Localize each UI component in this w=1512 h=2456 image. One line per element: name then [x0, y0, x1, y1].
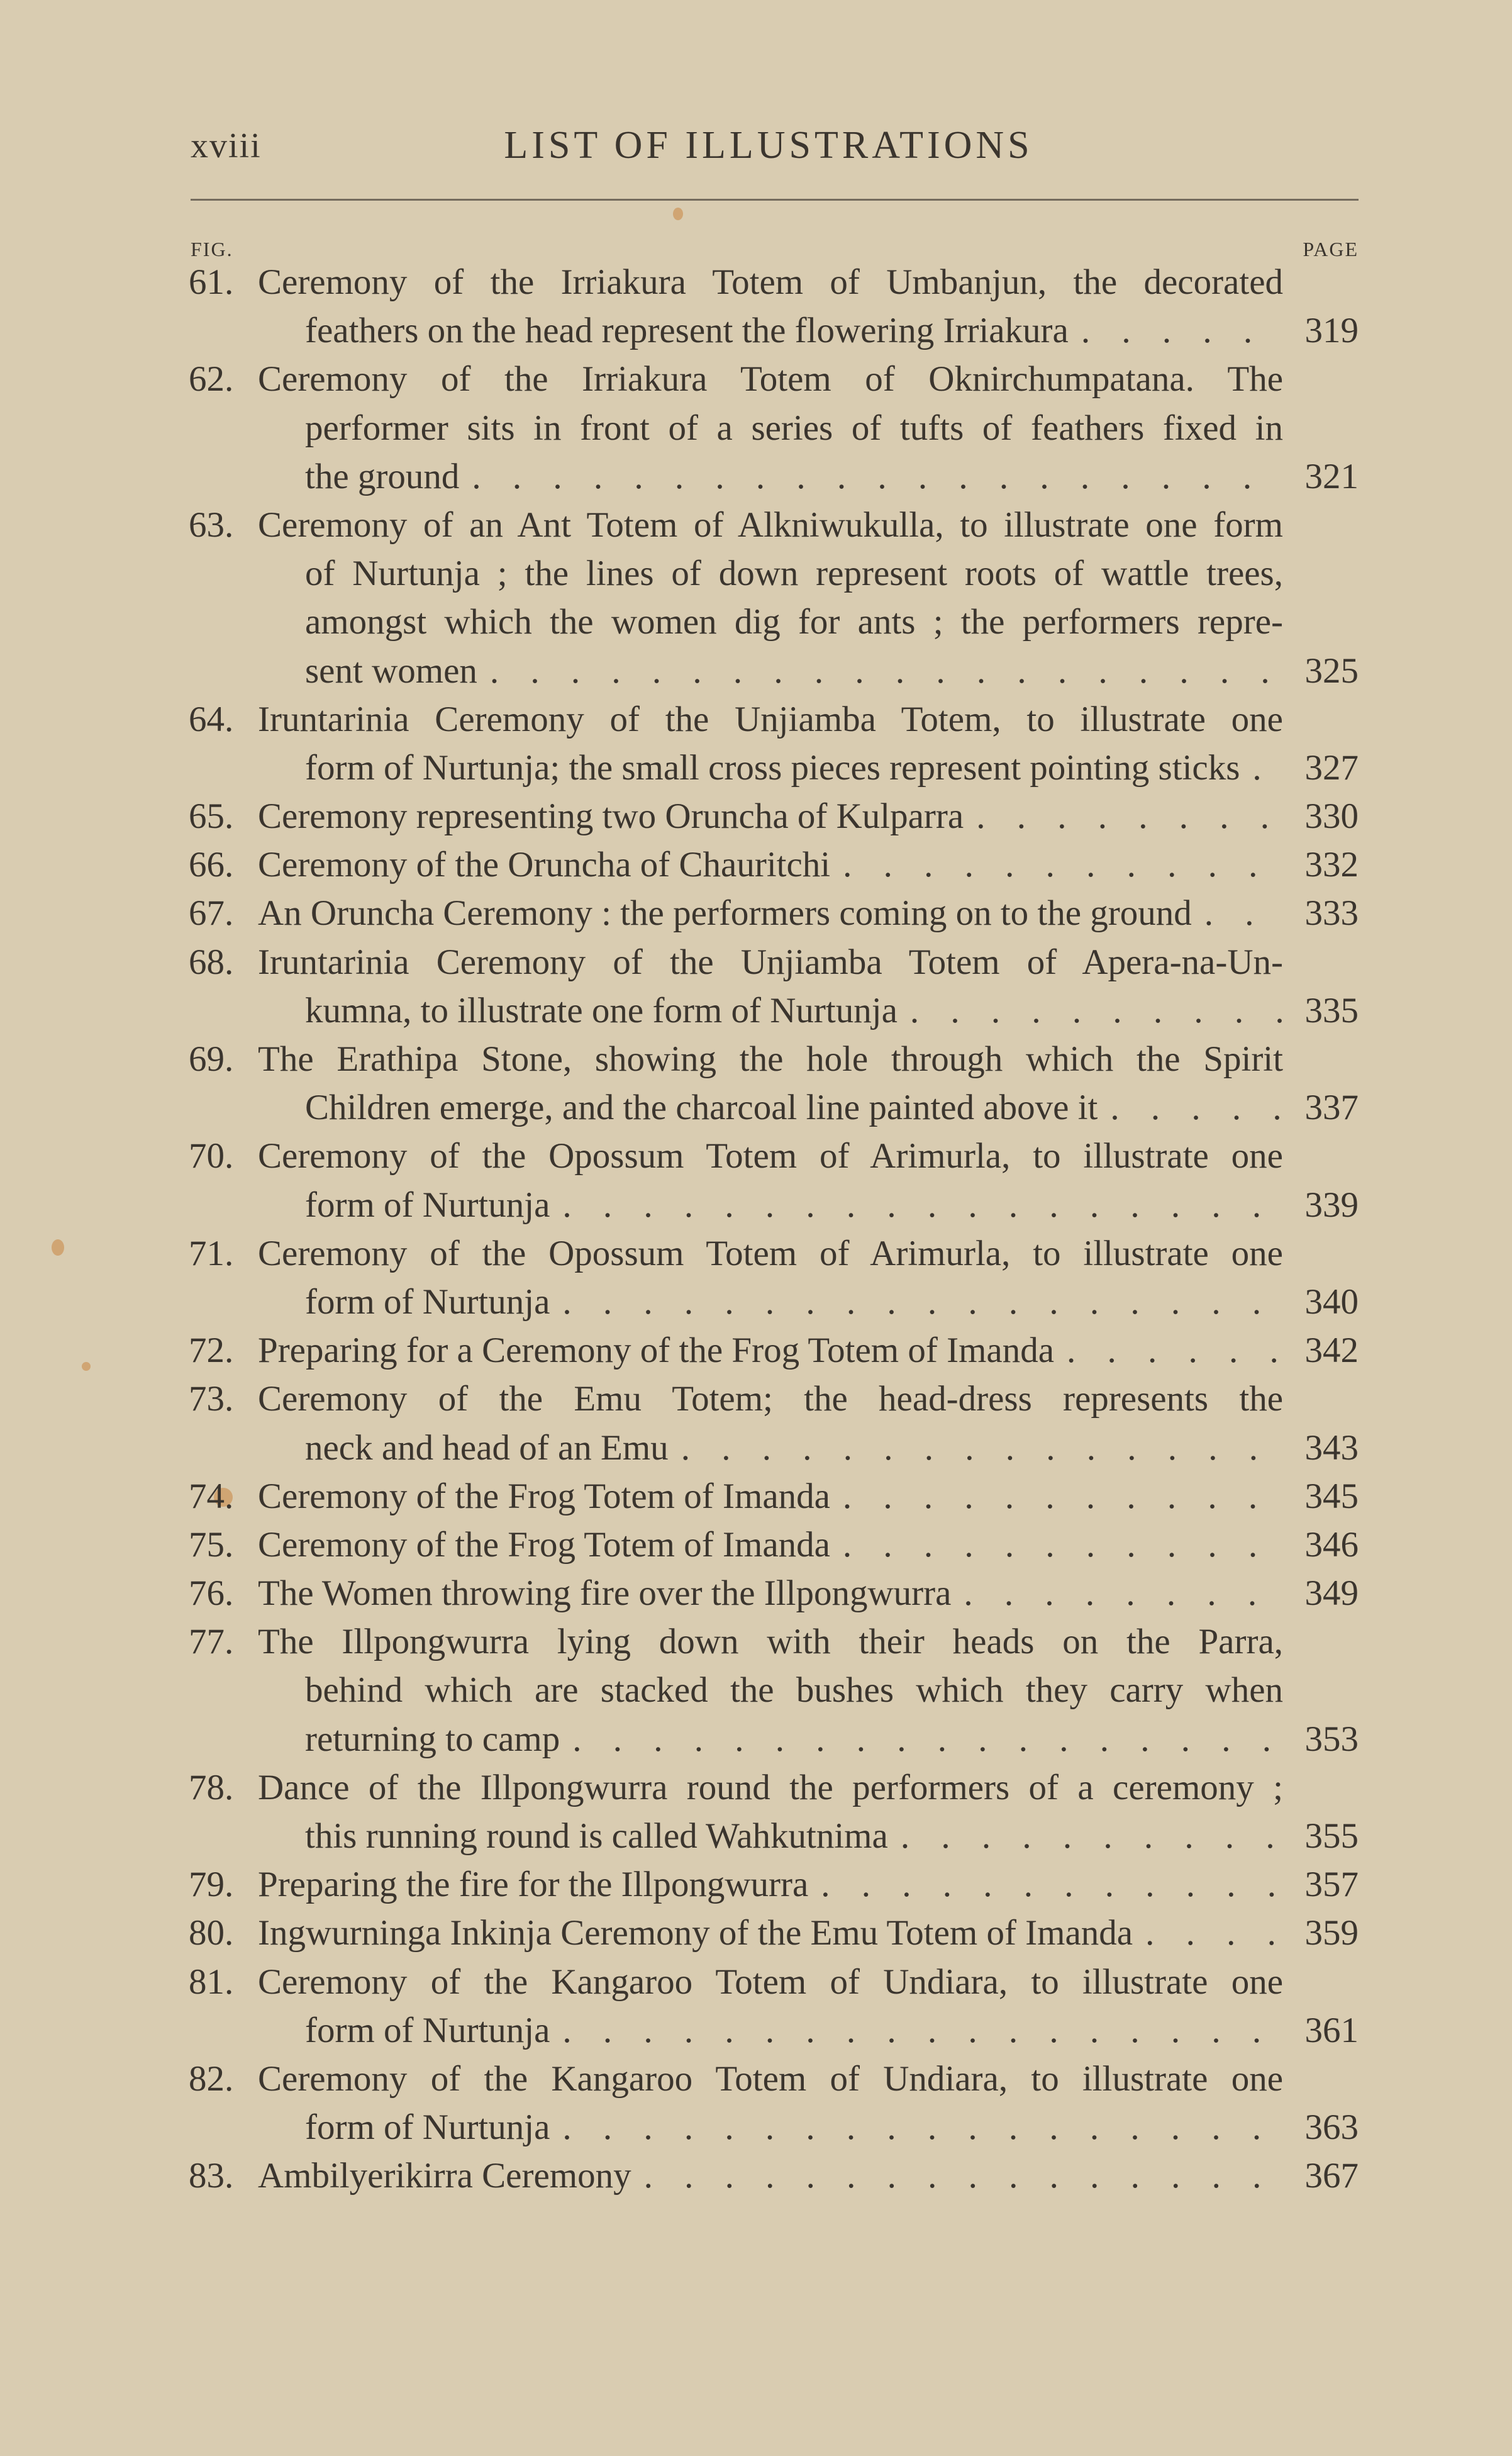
- list-item-continuation: [189, 744, 1359, 792]
- caption-line: [305, 1278, 1283, 1326]
- figure-number: 74.: [189, 1476, 234, 1516]
- caption-text: form of Nurtunja: [305, 2107, 550, 2148]
- list-item: [189, 1472, 1359, 1521]
- figure-number: 76.: [189, 1573, 234, 1614]
- caption-text: Preparing for a Ceremony of the Frog Totem of Imanda: [258, 1331, 1055, 1371]
- dot-leader: [898, 986, 1283, 1035]
- caption-text: The Women throwing fire over the Illpongwurra: [258, 1573, 952, 1614]
- list-item-continuation: [189, 549, 1359, 598]
- fig-column-label: FIG.: [191, 238, 233, 260]
- dot-leader: [550, 2006, 1283, 2055]
- list-item-continuation: [189, 1278, 1359, 1326]
- dot-leader: [550, 2103, 1283, 2152]
- dot-leader: [951, 1569, 1283, 1617]
- dot-leader: [808, 1860, 1283, 1909]
- dot-leader: [830, 840, 1283, 889]
- figure-number: 83.: [189, 2156, 234, 2196]
- page-number: 357: [1304, 1865, 1359, 1905]
- figure-number: 61.: [189, 262, 234, 302]
- caption-line: [258, 1521, 1283, 1569]
- page-number: 346: [1304, 1524, 1359, 1565]
- page-number: 355: [1304, 1816, 1359, 1856]
- dot-leader: [550, 1278, 1283, 1326]
- page-number: 343: [1304, 1427, 1359, 1468]
- caption-line: [305, 986, 1283, 1035]
- page-number: 332: [1304, 845, 1359, 885]
- page-number: 340: [1304, 1281, 1359, 1322]
- header-rule: [191, 199, 1359, 201]
- list-item-continuation: [189, 1715, 1359, 1763]
- list-item: [189, 1375, 1359, 1423]
- page-number: 319: [1304, 311, 1359, 351]
- caption-text: sent women: [305, 650, 477, 691]
- figure-number: 65.: [189, 796, 234, 837]
- page-number: 353: [1304, 1719, 1359, 1759]
- dot-leader: [1192, 889, 1283, 937]
- caption-text: performer sits in front of a series of tufts of feathers fixed in: [305, 408, 1283, 448]
- page-column-label: PAGE: [1303, 238, 1359, 260]
- page-number: 361: [1304, 2010, 1359, 2050]
- caption-text: returning to camp: [305, 1719, 560, 1759]
- caption-text: form of Nurtunja: [305, 1185, 550, 1225]
- list-item: [189, 1229, 1359, 1278]
- caption-text: Ceremony of the Kangaroo Totem of Undiara, to illustrate one: [258, 1962, 1283, 2002]
- list-item: [189, 695, 1359, 744]
- page-number: 345: [1304, 1476, 1359, 1516]
- page-number: 349: [1304, 1573, 1359, 1614]
- figure-number: 68.: [189, 942, 234, 982]
- figure-number: 67.: [189, 893, 234, 934]
- figure-number: 63.: [189, 505, 234, 545]
- caption-line: [258, 1569, 1283, 1617]
- dot-leader: [1098, 1083, 1283, 1132]
- caption-text: feathers on the head represent the flowering Irriakura: [305, 311, 1069, 351]
- dot-leader: [830, 1521, 1283, 1569]
- list-item: [189, 1763, 1359, 1812]
- dot-leader: [669, 1424, 1283, 1472]
- list-item: [189, 1035, 1359, 1083]
- dot-leader: [1054, 1326, 1283, 1375]
- page-number: 337: [1304, 1088, 1359, 1128]
- caption-text: Ceremony of an Ant Totem of Alkniwukulla, to illustrate one form: [258, 505, 1283, 545]
- caption-text: Ceremony of the Kangaroo Totem of Undiara, to illustrate one: [258, 2058, 1283, 2099]
- list-item: [189, 1326, 1359, 1375]
- page-number: 335: [1304, 990, 1359, 1030]
- figure-number: 64.: [189, 699, 234, 739]
- page-number: 367: [1304, 2156, 1359, 2196]
- figure-number: 66.: [189, 845, 234, 885]
- page-title: LIST OF ILLUSTRATIONS: [504, 124, 1033, 167]
- list-item: [189, 258, 1359, 306]
- caption-line: [305, 1812, 1283, 1860]
- list-item-continuation: [189, 2006, 1359, 2055]
- page-number: 321: [1304, 456, 1359, 496]
- caption-text: form of Nurtunja; the small cross pieces represent pointing sticks: [305, 747, 1240, 788]
- caption-text: behind which are stacked the bushes which they carry when: [305, 1670, 1283, 1711]
- figure-number: 69.: [189, 1039, 234, 1079]
- caption-text: The Illpongwurra lying down with their heads on the Parra,: [258, 1622, 1283, 1662]
- page-number: 342: [1304, 1331, 1359, 1371]
- caption-text: The Erathipa Stone, showing the hole through which the Spirit: [258, 1039, 1283, 1079]
- caption-line: [305, 306, 1283, 355]
- figure-number: 81.: [189, 1962, 234, 2002]
- foxing-spot: [82, 1362, 91, 1371]
- list-item: [189, 1132, 1359, 1180]
- dot-leader: [631, 2152, 1283, 2200]
- list-item: [189, 889, 1359, 937]
- caption-text: form of Nurtunja: [305, 2010, 550, 2050]
- list-item-continuation: [189, 986, 1359, 1035]
- figure-number: 71.: [189, 1233, 234, 1273]
- caption-line: [258, 2152, 1283, 2200]
- caption-line: [305, 2006, 1283, 2055]
- dot-leader: [459, 452, 1283, 501]
- list-item: [189, 840, 1359, 889]
- caption-text: Ceremony of the Frog Totem of Imanda: [258, 1524, 830, 1565]
- figure-number: 75.: [189, 1524, 234, 1565]
- caption-text: this running round is called Wahkutnima: [305, 1816, 888, 1856]
- figure-number: 77.: [189, 1622, 234, 1662]
- page-number: 325: [1304, 650, 1359, 691]
- list-item-continuation: [189, 306, 1359, 355]
- list-item-continuation: [189, 2103, 1359, 2152]
- caption-line: [258, 1860, 1283, 1909]
- caption-text: neck and head of an Emu: [305, 1427, 669, 1468]
- page-number: 363: [1304, 2107, 1359, 2148]
- caption-text: amongst which the women dig for ants ; the performers repre-: [305, 602, 1283, 642]
- page-number: 327: [1304, 747, 1359, 788]
- illustrations-list: [189, 258, 1359, 2201]
- caption-text: Ceremony representing two Oruncha of Kulparra: [258, 796, 964, 837]
- list-item: [189, 938, 1359, 986]
- page-number: 359: [1304, 1913, 1359, 1953]
- caption-line: [305, 2103, 1283, 2152]
- list-item-continuation: [189, 1181, 1359, 1229]
- dot-leader: [1240, 744, 1283, 792]
- caption-line: [305, 1181, 1283, 1229]
- dot-leader: [477, 647, 1283, 695]
- list-item-continuation: [189, 1812, 1359, 1860]
- caption-text: Iruntarinia Ceremony of the Unjiamba Totem of Apera-na-Un-: [258, 942, 1283, 982]
- caption-line: [258, 1326, 1283, 1375]
- foxing-spot: [673, 208, 683, 220]
- caption-text: the ground: [305, 456, 460, 496]
- dot-leader: [830, 1472, 1283, 1521]
- list-item-continuation: [189, 1424, 1359, 1472]
- list-item: [189, 2055, 1359, 2103]
- caption-text: of Nurtunja ; the lines of down represent roots of wattle trees,: [305, 554, 1283, 594]
- list-item: [189, 2152, 1359, 2200]
- page-number: 333: [1304, 893, 1359, 934]
- figure-number: 79.: [189, 1865, 234, 1905]
- caption-line: [258, 840, 1283, 889]
- caption-text: Ambilyerikirra Ceremony: [258, 2156, 631, 2196]
- dot-leader: [560, 1715, 1283, 1763]
- caption-text: Ceremony of the Irriakura Totem of Oknirchumpatana. The: [258, 359, 1283, 399]
- caption-text: Preparing the fire for the Illpongwurra: [258, 1865, 809, 1905]
- figure-number: 62.: [189, 359, 234, 399]
- caption-text: Ceremony of the Frog Totem of Imanda: [258, 1476, 830, 1516]
- list-item: [189, 1958, 1359, 2006]
- page-folio: xviii: [191, 126, 262, 165]
- caption-line: [305, 647, 1283, 695]
- dot-leader: [1069, 306, 1283, 355]
- list-item: [189, 1909, 1359, 1957]
- list-item: [189, 792, 1359, 840]
- caption-text: Ceremony of the Emu Totem; the head-dress represents the: [258, 1379, 1283, 1419]
- caption-text: Ceremony of the Opossum Totem of Arimurla, to illustrate one: [258, 1136, 1283, 1176]
- caption-line: [258, 1909, 1283, 1957]
- page-number: 330: [1304, 796, 1359, 837]
- caption-line: [305, 1083, 1283, 1132]
- list-item-continuation: [189, 452, 1359, 501]
- list-item: [189, 1521, 1359, 1569]
- caption-line: [258, 792, 1283, 840]
- caption-text: Ingwurninga Inkinja Ceremony of the Emu Totem of Imanda: [258, 1913, 1133, 1953]
- caption-text: Ceremony of the Irriakura Totem of Umbanjun, the decorated: [258, 262, 1283, 302]
- foxing-spot: [52, 1239, 64, 1256]
- caption-line: [305, 1715, 1283, 1763]
- dot-leader: [1133, 1909, 1283, 1957]
- caption-line: [258, 889, 1283, 937]
- list-item: [189, 355, 1359, 403]
- caption-text: An Oruncha Ceremony : the performers coming on to the ground: [258, 893, 1192, 934]
- caption-text: Iruntarinia Ceremony of the Unjiamba Totem, to illustrate one: [258, 699, 1283, 739]
- dot-leader: [964, 792, 1283, 840]
- caption-text: Ceremony of the Oruncha of Chauritchi: [258, 845, 831, 885]
- caption-text: form of Nurtunja: [305, 1281, 550, 1322]
- list-item: [189, 501, 1359, 549]
- caption-line: [305, 452, 1283, 501]
- list-item-continuation: [189, 1083, 1359, 1132]
- dot-leader: [888, 1812, 1283, 1860]
- caption-line: [258, 1472, 1283, 1521]
- list-item-continuation: [189, 647, 1359, 695]
- figure-number: 82.: [189, 2058, 234, 2099]
- caption-line: [305, 744, 1283, 792]
- list-item: [189, 1860, 1359, 1909]
- caption-line: [305, 1424, 1283, 1472]
- caption-text: Dance of the Illpongwurra round the performers of a ceremony ;: [258, 1767, 1283, 1807]
- figure-number: 78.: [189, 1767, 234, 1807]
- list-item-continuation: [189, 598, 1359, 646]
- page-number: 339: [1304, 1185, 1359, 1225]
- list-item: [189, 1617, 1359, 1666]
- caption-text: Ceremony of the Opossum Totem of Arimurla, to illustrate one: [258, 1233, 1283, 1273]
- caption-text: kumna, to illustrate one form of Nurtunja: [305, 990, 898, 1030]
- caption-text: Children emerge, and the charcoal line painted above it: [305, 1088, 1098, 1128]
- figure-number: 80.: [189, 1913, 234, 1953]
- dot-leader: [550, 1181, 1283, 1229]
- figure-number: 70.: [189, 1136, 234, 1176]
- figure-number: 73.: [189, 1379, 234, 1419]
- figure-number: 72.: [189, 1331, 234, 1371]
- list-item: [189, 1569, 1359, 1617]
- list-item-continuation: [189, 1666, 1359, 1714]
- list-item-continuation: [189, 404, 1359, 452]
